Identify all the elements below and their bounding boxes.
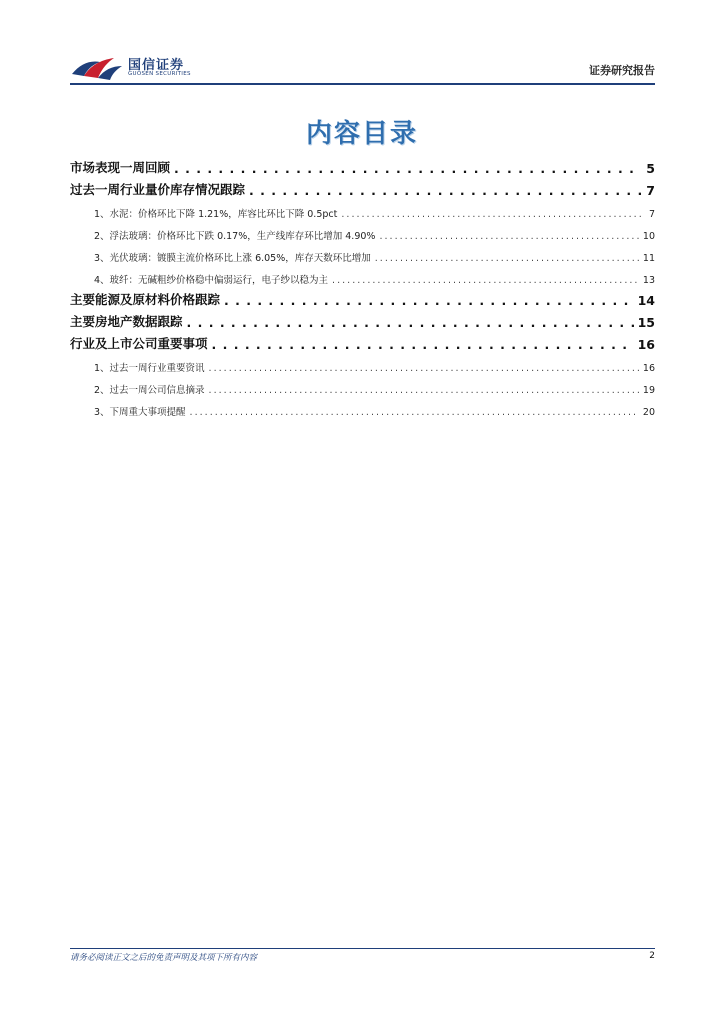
toc-leader-dots xyxy=(379,231,638,242)
guosen-logo xyxy=(70,50,230,84)
toc-entry-page: 16 xyxy=(642,363,655,374)
toc-leader-dots xyxy=(209,385,639,396)
toc-entry-title: 2、浮法玻璃：价格环比下跌 0.17%，生产线库存环比增加 4.90% xyxy=(94,231,376,242)
report-type-label: 证券研究报告 xyxy=(589,64,655,77)
toc-entry[interactable] xyxy=(70,396,655,418)
toc-entry-title: 4、玻纤：无碱粗纱价格稳中偏弱运行，电子纱以稳为主 xyxy=(94,275,329,286)
page-header xyxy=(70,50,655,86)
guosen-logo-icon xyxy=(70,52,124,82)
toc-leader-dots xyxy=(341,209,641,220)
toc-leader-dots xyxy=(249,183,641,198)
toc-entry-title: 3、下周重大事项提醒 xyxy=(94,407,186,418)
table-of-contents xyxy=(70,154,655,418)
toc-entry-page: 5 xyxy=(646,161,655,176)
toc-entry-page: 19 xyxy=(642,385,655,396)
toc-entry-page: 20 xyxy=(642,407,655,418)
toc-entry-page: 7 xyxy=(646,183,655,198)
toc-entry-title: 行业及上市公司重要事项 xyxy=(70,336,208,351)
page-number: 2 xyxy=(649,951,655,961)
toc-entry[interactable] xyxy=(70,308,655,330)
footer-divider xyxy=(70,948,655,949)
toc-entry[interactable] xyxy=(70,198,655,220)
page-title: 内容目录 xyxy=(305,119,418,149)
toc-entry-page: 15 xyxy=(637,315,655,330)
toc-entry[interactable] xyxy=(70,352,655,374)
toc-leader-dots xyxy=(174,161,641,176)
toc-entry[interactable] xyxy=(70,264,655,286)
toc-leader-dots xyxy=(212,337,634,352)
disclaimer-note: 请务必阅读正文之后的免责声明及其项下所有内容 xyxy=(70,953,258,963)
toc-entry-page: 7 xyxy=(648,209,655,220)
toc-entry-page: 11 xyxy=(642,253,655,264)
toc-entry-page: 10 xyxy=(642,231,655,242)
toc-entry-page: 14 xyxy=(637,293,655,308)
toc-leader-dots xyxy=(190,407,639,418)
toc-leader-dots xyxy=(332,275,639,286)
toc-entry-title: 1、过去一周行业重要资讯 xyxy=(94,363,205,374)
logo-text-cn: 国信证券 xyxy=(128,58,185,73)
toc-entry-title: 2、过去一周公司信息摘录 xyxy=(94,385,205,396)
toc-entry[interactable] xyxy=(70,242,655,264)
toc-entry[interactable] xyxy=(70,220,655,242)
toc-entry[interactable] xyxy=(70,330,655,352)
toc-entry-title: 1、水泥：价格环比下降 1.21%，库容比环比下降 0.5pct xyxy=(94,209,338,220)
toc-entry-title: 3、光伏玻璃：镀膜主流价格环比上涨 6.05%，库存天数环比增加 xyxy=(94,253,371,264)
toc-entry-title: 过去一周行业量价库存情况跟踪 xyxy=(70,182,246,197)
toc-entry-title: 主要房地产数据跟踪 xyxy=(70,314,183,329)
toc-leader-dots xyxy=(209,363,639,374)
toc-entry-title: 主要能源及原材料价格跟踪 xyxy=(70,292,221,307)
toc-entry-page: 13 xyxy=(642,275,655,286)
toc-leader-dots xyxy=(375,253,639,264)
toc-entry-page: 16 xyxy=(637,337,655,352)
toc-entry[interactable] xyxy=(70,374,655,396)
toc-entry[interactable] xyxy=(70,154,655,176)
toc-leader-dots xyxy=(224,293,634,308)
header-divider xyxy=(70,83,655,85)
toc-entry[interactable] xyxy=(70,286,655,308)
toc-entry-title: 市场表现一周回顾 xyxy=(70,160,171,175)
toc-leader-dots xyxy=(187,315,634,330)
toc-entry[interactable] xyxy=(70,176,655,198)
logo-text-en: GUOSEN SECURITIES xyxy=(128,71,191,77)
